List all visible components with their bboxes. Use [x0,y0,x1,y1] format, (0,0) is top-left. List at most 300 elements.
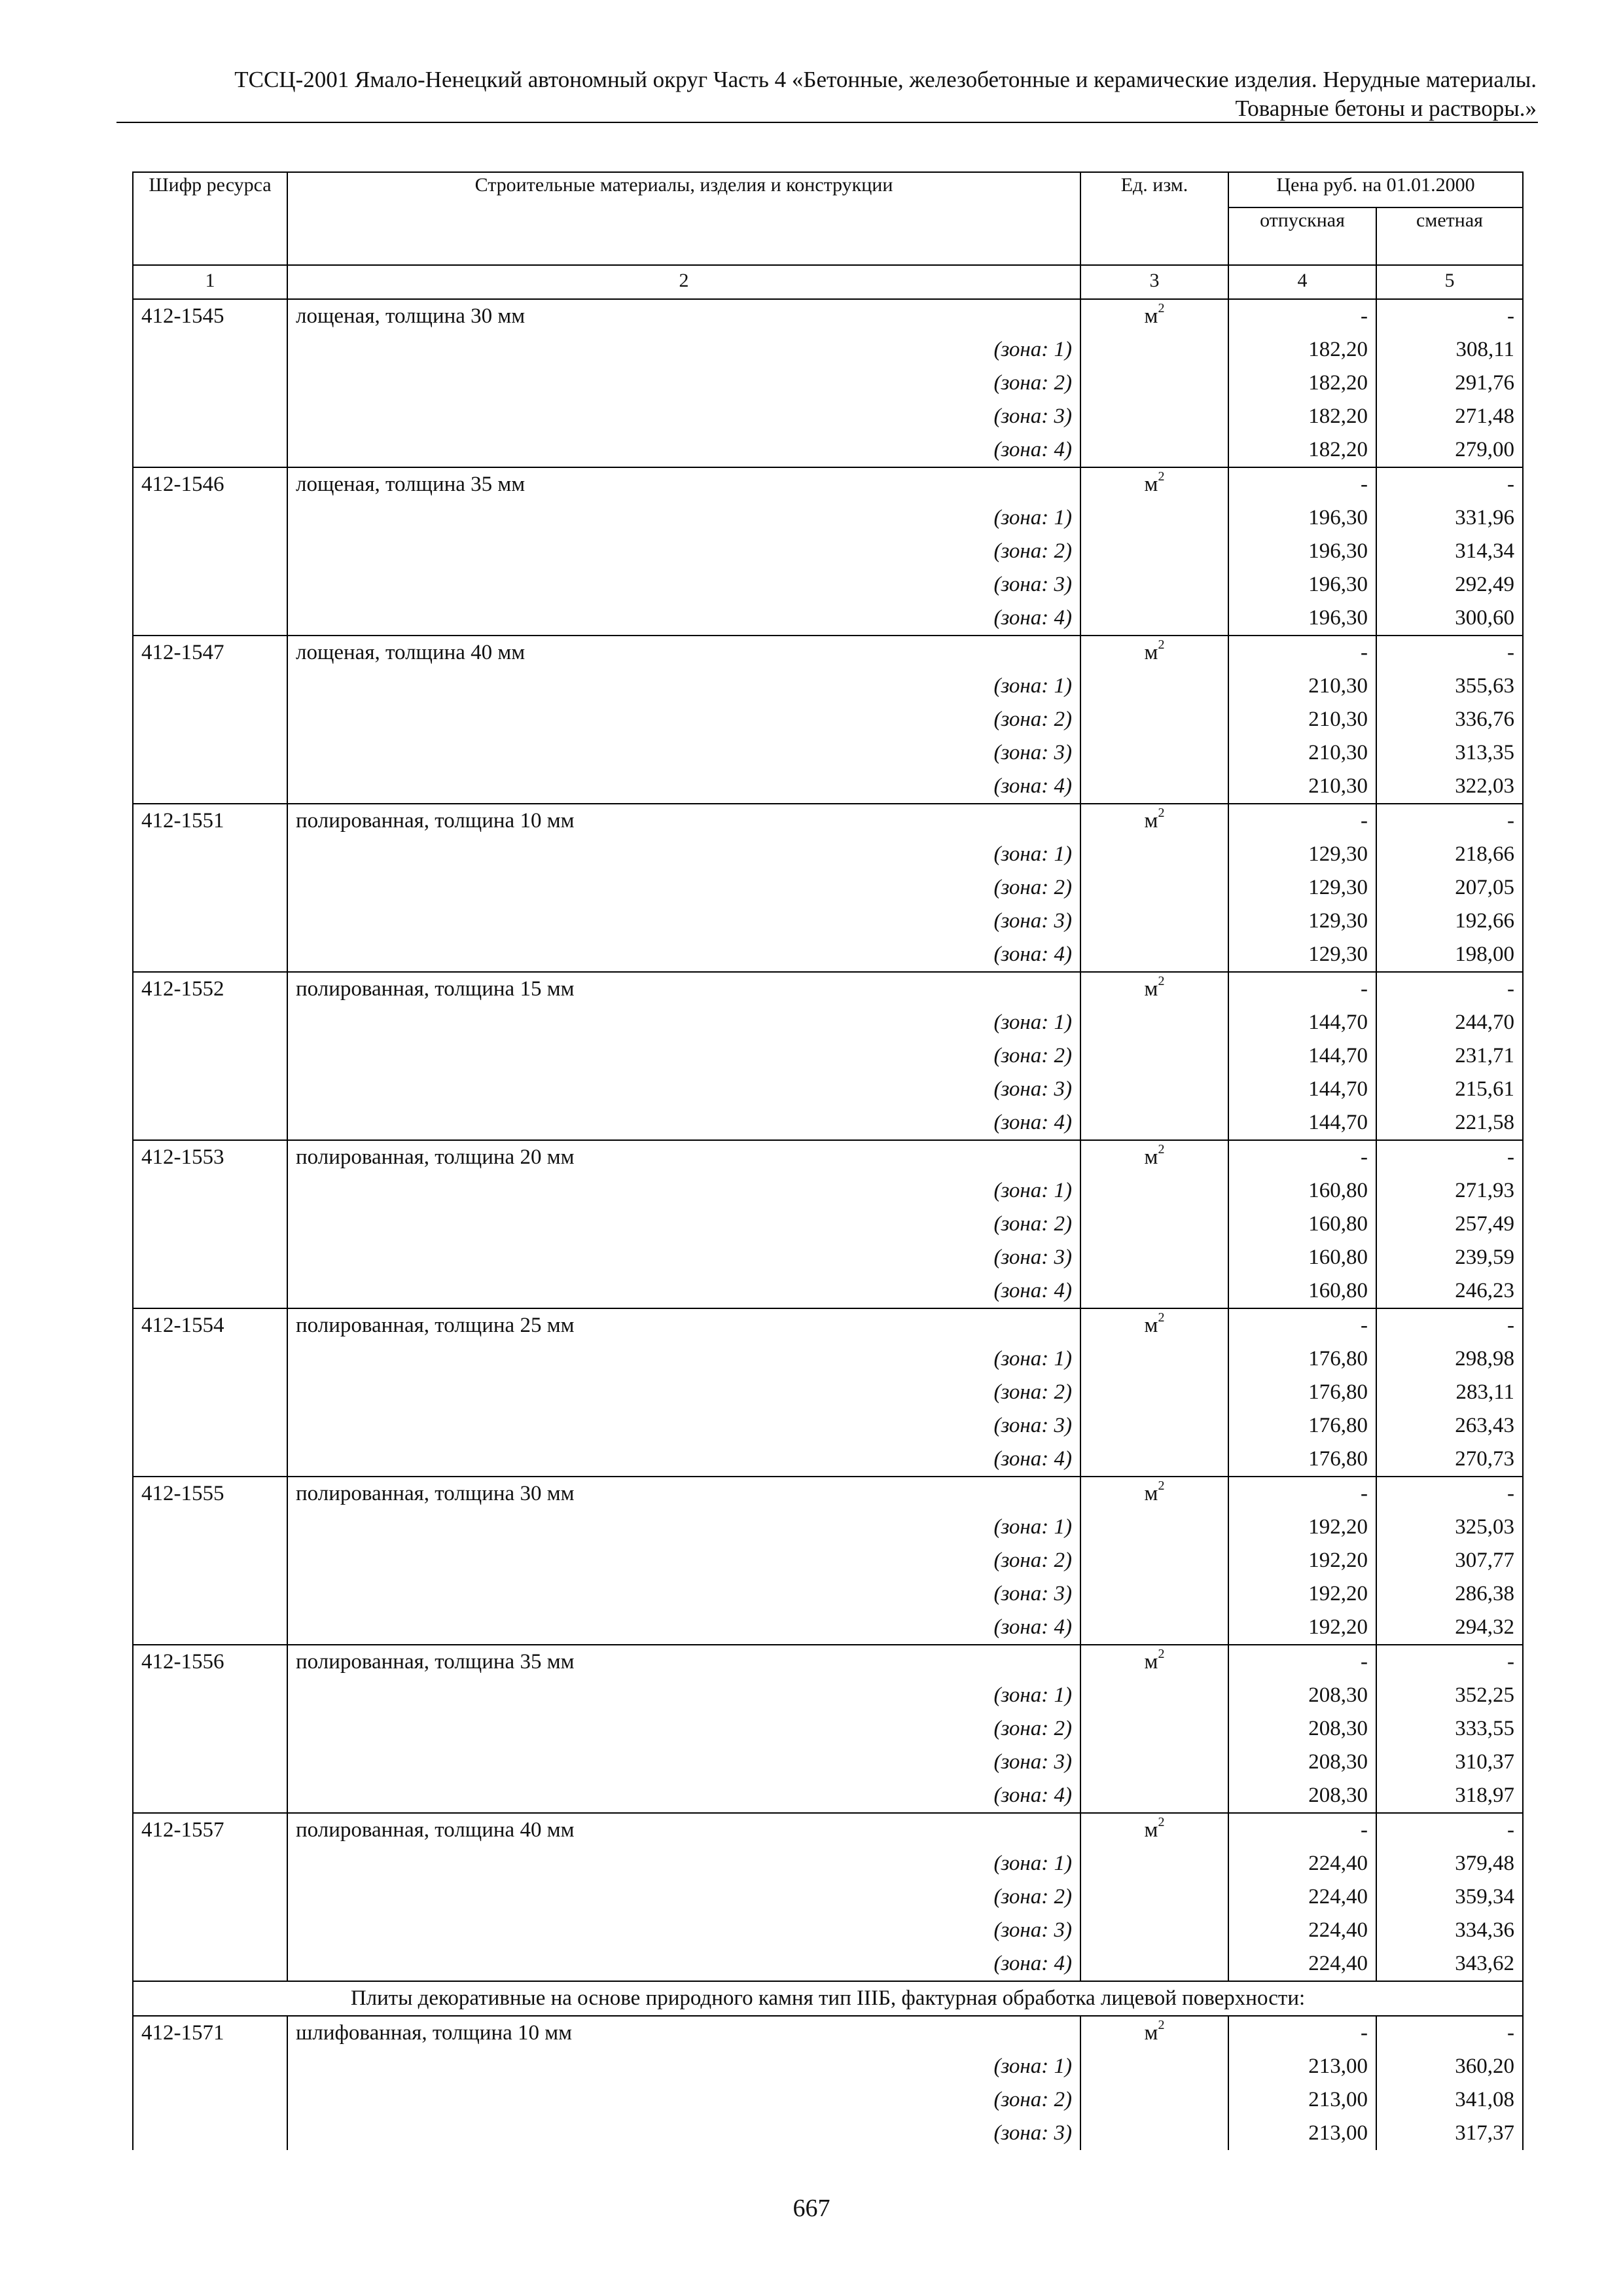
unit-exponent: 2 [1158,1310,1165,1325]
zone-release-price: 213,00 [1228,2083,1376,2117]
zone-unit-empty [1080,871,1228,905]
zone-code-empty [133,1174,287,1208]
zone-row [133,1544,1523,1577]
zone-unit-empty [1080,2083,1228,2117]
zone-release-price: 208,30 [1228,1712,1376,1746]
zone-unit-empty [1080,1847,1228,1880]
zone-row [133,736,1523,770]
resource-code: 412-1571 [133,2016,287,2050]
zone-release-price: 176,80 [1228,1376,1376,1409]
unit-text: м [1144,473,1158,496]
zone-row [133,1880,1523,1914]
release-price: - [1228,1140,1376,1174]
zone-estimate-price: 207,05 [1376,871,1523,905]
zone-estimate-price: 314,34 [1376,535,1523,568]
zone-row [133,1342,1523,1376]
col-header-release-price: отпускная [1228,207,1376,265]
zone-label: (зона: 2) [287,871,1080,905]
zone-label: (зона: 2) [287,1208,1080,1241]
table-row [133,2016,1523,2050]
unit-cell [1080,972,1228,1006]
release-price: - [1228,972,1376,1006]
table-row [133,299,1523,333]
material-name: лощеная, толщина 35 мм [287,467,1080,501]
zone-estimate-price: 298,98 [1376,1342,1523,1376]
zone-label: (зона: 4) [287,1611,1080,1645]
zone-row [133,1174,1523,1208]
table-row [133,1813,1523,1847]
unit-exponent: 2 [1158,1479,1165,1493]
zone-row [133,433,1523,467]
zone-release-price: 196,30 [1228,568,1376,601]
page-header [116,65,1537,123]
unit-cell [1080,1308,1228,1342]
zone-row [133,1947,1523,1981]
table-row [133,1477,1523,1511]
zone-row [133,1409,1523,1443]
table-row [133,1645,1523,1679]
table-row [133,636,1523,670]
zone-estimate-price: 215,61 [1376,1073,1523,1106]
zone-row [133,1712,1523,1746]
zone-release-price: 129,30 [1228,838,1376,871]
zone-unit-empty [1080,1376,1228,1409]
zone-release-price: 160,80 [1228,1174,1376,1208]
zone-row [133,1914,1523,1947]
page-number: 667 [793,2195,830,2222]
material-name: лощеная, толщина 40 мм [287,636,1080,670]
col-number-3: 3 [1080,265,1228,299]
zone-label: (зона: 4) [287,770,1080,804]
zone-label: (зона: 1) [287,1174,1080,1208]
unit-exponent: 2 [1158,806,1165,820]
zone-row [133,938,1523,972]
zone-estimate-price: 333,55 [1376,1712,1523,1746]
zone-label: (зона: 2) [287,703,1080,736]
zone-row [133,1847,1523,1880]
zone-unit-empty [1080,333,1228,367]
zone-estimate-price: 308,11 [1376,333,1523,367]
zone-label: (зона: 2) [287,1039,1080,1073]
zone-row [133,1241,1523,1274]
material-name: полированная, толщина 25 мм [287,1308,1080,1342]
resource-code: 412-1552 [133,972,287,1006]
zone-code-empty [133,938,287,972]
zone-estimate-price: 300,60 [1376,601,1523,636]
unit-exponent: 2 [1158,1647,1165,1661]
zone-row [133,1106,1523,1140]
col-header-estimate-price: сметная [1376,207,1523,265]
zone-unit-empty [1080,1577,1228,1611]
material-name: полированная, толщина 10 мм [287,804,1080,838]
estimate-price: - [1376,1813,1523,1847]
zone-release-price: 224,40 [1228,1914,1376,1947]
zone-release-price: 210,30 [1228,670,1376,703]
zone-estimate-price: 231,71 [1376,1039,1523,1073]
zone-label: (зона: 1) [287,1342,1080,1376]
price-table [132,171,1524,2150]
zone-row [133,1511,1523,1544]
zone-release-price: 196,30 [1228,501,1376,535]
zone-label: (зона: 2) [287,1544,1080,1577]
zone-unit-empty [1080,770,1228,804]
zone-unit-empty [1080,1274,1228,1308]
zone-row [133,1039,1523,1073]
zone-row [133,367,1523,400]
zone-code-empty [133,1679,287,1712]
zone-estimate-price: 221,58 [1376,1106,1523,1140]
unit-text: м [1144,1818,1158,1842]
zone-estimate-price: 263,43 [1376,1409,1523,1443]
material-name: полированная, толщина 20 мм [287,1140,1080,1174]
zone-row [133,2050,1523,2083]
zone-release-price: 192,20 [1228,1544,1376,1577]
zone-unit-empty [1080,501,1228,535]
zone-unit-empty [1080,1544,1228,1577]
zone-estimate-price: 343,62 [1376,1947,1523,1981]
zone-code-empty [133,1342,287,1376]
zone-estimate-price: 246,23 [1376,1274,1523,1308]
zone-release-price: 160,80 [1228,1208,1376,1241]
zone-unit-empty [1080,1106,1228,1140]
zone-row [133,568,1523,601]
zone-code-empty [133,568,287,601]
unit-cell [1080,1813,1228,1847]
release-price: - [1228,467,1376,501]
section-heading: Плиты декоративные на основе природного камня тип IIIБ, фактурная обработка лицевой поверхности: [133,1981,1523,2016]
zone-row [133,871,1523,905]
zone-estimate-price: 322,03 [1376,770,1523,804]
zone-unit-empty [1080,938,1228,972]
zone-code-empty [133,1106,287,1140]
zone-code-empty [133,1914,287,1947]
material-name: полированная, толщина 35 мм [287,1645,1080,1679]
zone-release-price: 144,70 [1228,1006,1376,1039]
zone-release-price: 144,70 [1228,1073,1376,1106]
unit-text: м [1144,1650,1158,1674]
zone-label: (зона: 4) [287,433,1080,467]
zone-release-price: 210,30 [1228,736,1376,770]
zone-row [133,670,1523,703]
zone-release-price: 208,30 [1228,1779,1376,1813]
zone-label: (зона: 2) [287,535,1080,568]
zone-code-empty [133,1779,287,1813]
zone-release-price: 129,30 [1228,938,1376,972]
estimate-price: - [1376,299,1523,333]
unit-cell [1080,1645,1228,1679]
zone-code-empty [133,1847,287,1880]
estimate-price: - [1376,1140,1523,1174]
zone-row [133,2083,1523,2117]
zone-release-price: 182,20 [1228,400,1376,433]
table-row [133,1308,1523,1342]
zone-row [133,501,1523,535]
unit-exponent: 2 [1158,1815,1165,1829]
zone-code-empty [133,1241,287,1274]
zone-release-price: 208,30 [1228,1746,1376,1779]
col-header-unit: Ед. изм. [1080,172,1228,265]
unit-cell [1080,299,1228,333]
zone-label: (зона: 1) [287,1847,1080,1880]
zone-unit-empty [1080,905,1228,938]
zone-unit-empty [1080,601,1228,636]
zone-estimate-price: 244,70 [1376,1006,1523,1039]
zone-unit-empty [1080,1443,1228,1477]
zone-label: (зона: 1) [287,1511,1080,1544]
col-header-name: Строительные материалы, изделия и конструкции [287,172,1080,265]
zone-label: (зона: 4) [287,1443,1080,1477]
zone-code-empty [133,367,287,400]
zone-row [133,838,1523,871]
zone-unit-empty [1080,1241,1228,1274]
release-price: - [1228,1477,1376,1511]
release-price: - [1228,804,1376,838]
zone-estimate-price: 270,73 [1376,1443,1523,1477]
zone-unit-empty [1080,1039,1228,1073]
unit-text: м [1144,1314,1158,1337]
zone-code-empty [133,2050,287,2083]
estimate-price: - [1376,2016,1523,2050]
zone-code-empty [133,1274,287,1308]
zone-row [133,535,1523,568]
zone-release-price: 192,20 [1228,1577,1376,1611]
zone-row [133,1577,1523,1611]
col-number-4: 4 [1228,265,1376,299]
zone-estimate-price: 313,35 [1376,736,1523,770]
zone-row [133,1073,1523,1106]
zone-row [133,770,1523,804]
resource-code: 412-1546 [133,467,287,501]
zone-label: (зона: 2) [287,367,1080,400]
zone-estimate-price: 336,76 [1376,703,1523,736]
zone-release-price: 176,80 [1228,1443,1376,1477]
zone-row [133,1746,1523,1779]
zone-unit-empty [1080,703,1228,736]
zone-row [133,1779,1523,1813]
resource-code: 412-1553 [133,1140,287,1174]
zone-release-price: 224,40 [1228,1880,1376,1914]
zone-estimate-price: 360,20 [1376,2050,1523,2083]
zone-label: (зона: 3) [287,1914,1080,1947]
unit-exponent: 2 [1158,2018,1165,2032]
zone-label: (зона: 1) [287,501,1080,535]
zone-estimate-price: 318,97 [1376,1779,1523,1813]
zone-label: (зона: 1) [287,2050,1080,2083]
zone-release-price: 144,70 [1228,1039,1376,1073]
zone-estimate-price: 192,66 [1376,905,1523,938]
zone-label: (зона: 4) [287,1106,1080,1140]
material-name: полированная, толщина 30 мм [287,1477,1080,1511]
zone-release-price: 192,20 [1228,1511,1376,1544]
zone-code-empty [133,1443,287,1477]
unit-cell [1080,2016,1228,2050]
zone-unit-empty [1080,1174,1228,1208]
zone-label: (зона: 4) [287,1779,1080,1813]
zone-unit-empty [1080,1073,1228,1106]
resource-code: 412-1557 [133,1813,287,1847]
unit-exponent: 2 [1158,637,1165,652]
estimate-price: - [1376,804,1523,838]
zone-estimate-price: 279,00 [1376,433,1523,467]
zone-row [133,2117,1523,2150]
zone-unit-empty [1080,1208,1228,1241]
zone-label: (зона: 4) [287,1274,1080,1308]
zone-row [133,905,1523,938]
zone-code-empty [133,2083,287,2117]
zone-estimate-price: 291,76 [1376,367,1523,400]
zone-unit-empty [1080,1006,1228,1039]
zone-row [133,1208,1523,1241]
estimate-price: - [1376,1645,1523,1679]
zone-code-empty [133,1208,287,1241]
zone-unit-empty [1080,1712,1228,1746]
unit-text: м [1144,2021,1158,2045]
section-heading-row [133,1981,1523,2016]
zone-estimate-price: 352,25 [1376,1679,1523,1712]
zone-unit-empty [1080,1914,1228,1947]
zone-estimate-price: 331,96 [1376,501,1523,535]
zone-unit-empty [1080,400,1228,433]
release-price: - [1228,2016,1376,2050]
zone-label: (зона: 1) [287,1679,1080,1712]
zone-estimate-price: 271,93 [1376,1174,1523,1208]
zone-code-empty [133,1880,287,1914]
zone-code-empty [133,2117,287,2150]
zone-release-price: 160,80 [1228,1241,1376,1274]
unit-exponent: 2 [1158,301,1165,315]
zone-code-empty [133,1409,287,1443]
zone-row [133,1679,1523,1712]
zone-unit-empty [1080,367,1228,400]
zone-estimate-price: 239,59 [1376,1241,1523,1274]
zone-estimate-price: 218,66 [1376,838,1523,871]
zone-label: (зона: 3) [287,568,1080,601]
resource-code: 412-1554 [133,1308,287,1342]
zone-code-empty [133,1073,287,1106]
zone-label: (зона: 2) [287,1880,1080,1914]
zone-release-price: 176,80 [1228,1342,1376,1376]
zone-label: (зона: 2) [287,1712,1080,1746]
zone-release-price: 129,30 [1228,905,1376,938]
zone-estimate-price: 294,32 [1376,1611,1523,1645]
zone-unit-empty [1080,838,1228,871]
header-line-2: Товарные бетоны и растворы.» [1235,96,1537,121]
zone-estimate-price: 283,11 [1376,1376,1523,1409]
zone-estimate-price: 198,00 [1376,938,1523,972]
unit-exponent: 2 [1158,974,1165,988]
zone-code-empty [133,703,287,736]
zone-unit-empty [1080,2117,1228,2150]
zone-label: (зона: 1) [287,333,1080,367]
zone-unit-empty [1080,1342,1228,1376]
unit-cell [1080,467,1228,501]
zone-estimate-price: 325,03 [1376,1511,1523,1544]
zone-label: (зона: 1) [287,670,1080,703]
unit-text: м [1144,1145,1158,1169]
zone-row [133,1274,1523,1308]
zone-release-price: 210,30 [1228,703,1376,736]
zone-estimate-price: 317,37 [1376,2117,1523,2150]
zone-estimate-price: 310,37 [1376,1746,1523,1779]
zone-release-price: 160,80 [1228,1274,1376,1308]
zone-code-empty [133,1577,287,1611]
release-price: - [1228,1813,1376,1847]
zone-unit-empty [1080,1511,1228,1544]
zone-label: (зона: 3) [287,736,1080,770]
zone-code-empty [133,1947,287,1981]
zone-row [133,1376,1523,1409]
table-body [133,299,1523,2150]
header-rule [116,122,1538,123]
zone-release-price: 224,40 [1228,1947,1376,1981]
material-name: полированная, толщина 15 мм [287,972,1080,1006]
material-name: шлифованная, толщина 10 мм [287,2016,1080,2050]
zone-row [133,400,1523,433]
zone-code-empty [133,1511,287,1544]
unit-cell [1080,1140,1228,1174]
zone-estimate-price: 341,08 [1376,2083,1523,2117]
zone-release-price: 182,20 [1228,433,1376,467]
zone-estimate-price: 379,48 [1376,1847,1523,1880]
zone-label: (зона: 3) [287,905,1080,938]
zone-unit-empty [1080,568,1228,601]
estimate-price: - [1376,972,1523,1006]
zone-release-price: 144,70 [1228,1106,1376,1140]
zone-unit-empty [1080,535,1228,568]
zone-release-price: 129,30 [1228,871,1376,905]
zone-code-empty [133,433,287,467]
zone-code-empty [133,871,287,905]
zone-code-empty [133,1039,287,1073]
estimate-price: - [1376,636,1523,670]
header-line-1: ТССЦ-2001 Ямало-Ненецкий автономный округ Часть 4 «Бетонные, железобетонные и керамические изделия. Нерудные материалы. [234,67,1537,92]
zone-release-price: 210,30 [1228,770,1376,804]
zone-estimate-price: 271,48 [1376,400,1523,433]
zone-label: (зона: 1) [287,1006,1080,1039]
zone-row [133,1443,1523,1477]
zone-release-price: 176,80 [1228,1409,1376,1443]
unit-text: м [1144,304,1158,328]
zone-unit-empty [1080,1779,1228,1813]
zone-release-price: 196,30 [1228,601,1376,636]
unit-cell [1080,804,1228,838]
zone-code-empty [133,1746,287,1779]
zone-release-price: 196,30 [1228,535,1376,568]
release-price: - [1228,1308,1376,1342]
release-price: - [1228,299,1376,333]
zone-code-empty [133,535,287,568]
zone-release-price: 208,30 [1228,1679,1376,1712]
zone-row [133,703,1523,736]
zone-release-price: 182,20 [1228,367,1376,400]
zone-code-empty [133,905,287,938]
zone-release-price: 213,00 [1228,2050,1376,2083]
zone-unit-empty [1080,736,1228,770]
estimate-price: - [1376,467,1523,501]
zone-code-empty [133,601,287,636]
unit-text: м [1144,1482,1158,1505]
unit-cell [1080,1477,1228,1511]
zone-code-empty [133,670,287,703]
zone-unit-empty [1080,2050,1228,2083]
zone-label: (зона: 3) [287,1241,1080,1274]
zone-row [133,601,1523,636]
table-row [133,1140,1523,1174]
resource-code: 412-1556 [133,1645,287,1679]
estimate-price: - [1376,1477,1523,1511]
zone-unit-empty [1080,670,1228,703]
zone-unit-empty [1080,1746,1228,1779]
